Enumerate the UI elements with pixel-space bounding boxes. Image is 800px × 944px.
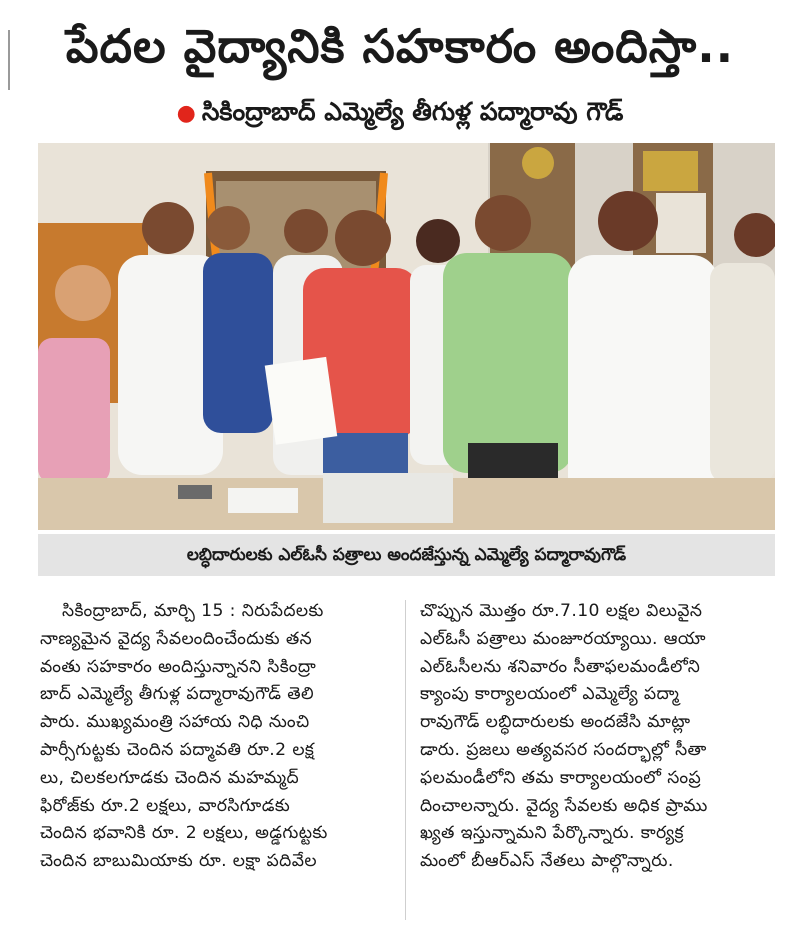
article-line: చెందిన బాబుమియాకు రూ. లక్షా పదివేల <box>40 851 317 872</box>
article-line: ఎల్ఓసీ పత్రాలు మంజూరయ్యాయి. ఆయా <box>420 628 706 649</box>
column-divider <box>405 600 406 920</box>
news-photo <box>38 143 775 530</box>
article-line: పారు. ముఖ్యమంత్రి సహాయ నిధి నుంచి <box>40 712 310 733</box>
article-line: నాణ్యమైన వైద్య సేవలందించేందుకు తన <box>40 628 313 649</box>
subheadline-text: సికింద్రాబాద్ ఎమ్మెల్యే తీగుళ్ల పద్మారావు గౌడ్ <box>201 97 624 126</box>
article-line: వంతు సహకారం అందిస్తున్నానని సికింద్రా <box>40 656 317 677</box>
article-line: లు, చిలకలగూడకు చెందిన మహమ్మద్ <box>40 767 299 788</box>
article-column-left <box>40 598 395 876</box>
article-line: ఎల్ఓసీలను శనివారం సీతాఫలమండీలోని <box>420 656 701 677</box>
subheadline <box>0 94 800 132</box>
article-line: ఫిరోజ్‌కు రూ.2 లక్షలు, వారసిగూడకు <box>40 795 291 816</box>
photo-caption: లబ్ధిదారులకు ఎల్ఓసీ పత్రాలు అందజేస్తున్న ఎమ్మెల్యే పద్మారావుగౌడ్ <box>38 534 775 576</box>
article-line: చొప్పున మొత్తం రూ.7.10 లక్షల విలువైన <box>420 601 703 621</box>
article-line: పార్సీగుట్టకు చెందిన పద్మావతి రూ.2 లక్ష <box>40 739 315 760</box>
article-line: మంలో బీఆర్ఎస్ నేతలు పాల్గొన్నారు. <box>420 851 674 872</box>
article-line: క్యాంపు కార్యాలయంలో ఎమ్మెల్యే పద్మా <box>420 684 680 705</box>
article-line: చెందిన భవానికి రూ. 2 లక్షలు, అడ్డగుట్టకు <box>40 823 328 844</box>
article-line: సికింద్రాబాద్, మార్చి 15 : నిరుపేదలకు <box>62 601 324 621</box>
article-line: ఫలమండీలోని తమ కార్యాలయంలో సంప్ర <box>420 767 702 788</box>
article-column-right <box>420 598 780 876</box>
headline: పేదల వైద్యానికి సహకారం అందిస్తా.. <box>65 19 735 73</box>
article-line: ఖ్యత ఇస్తున్నామని పేర్కొన్నారు. కార్యక్ర <box>420 823 684 844</box>
red-bullet-icon: ● <box>176 101 196 126</box>
article-line: దించాలన్నారు. వైద్య సేవలకు అధిక ప్రాము <box>420 795 708 816</box>
article-line: రావుగౌడ్ లబ్ధిదారులకు అందజేసి మాట్లా <box>420 712 691 733</box>
article-line: డారు. ప్రజలు అత్యవసర సందర్భాల్లో సీతా <box>420 739 707 760</box>
article-line: బాద్ ఎమ్మెల్యే తీగుళ్ల పద్మారావుగౌడ్ తెలి <box>40 684 315 705</box>
